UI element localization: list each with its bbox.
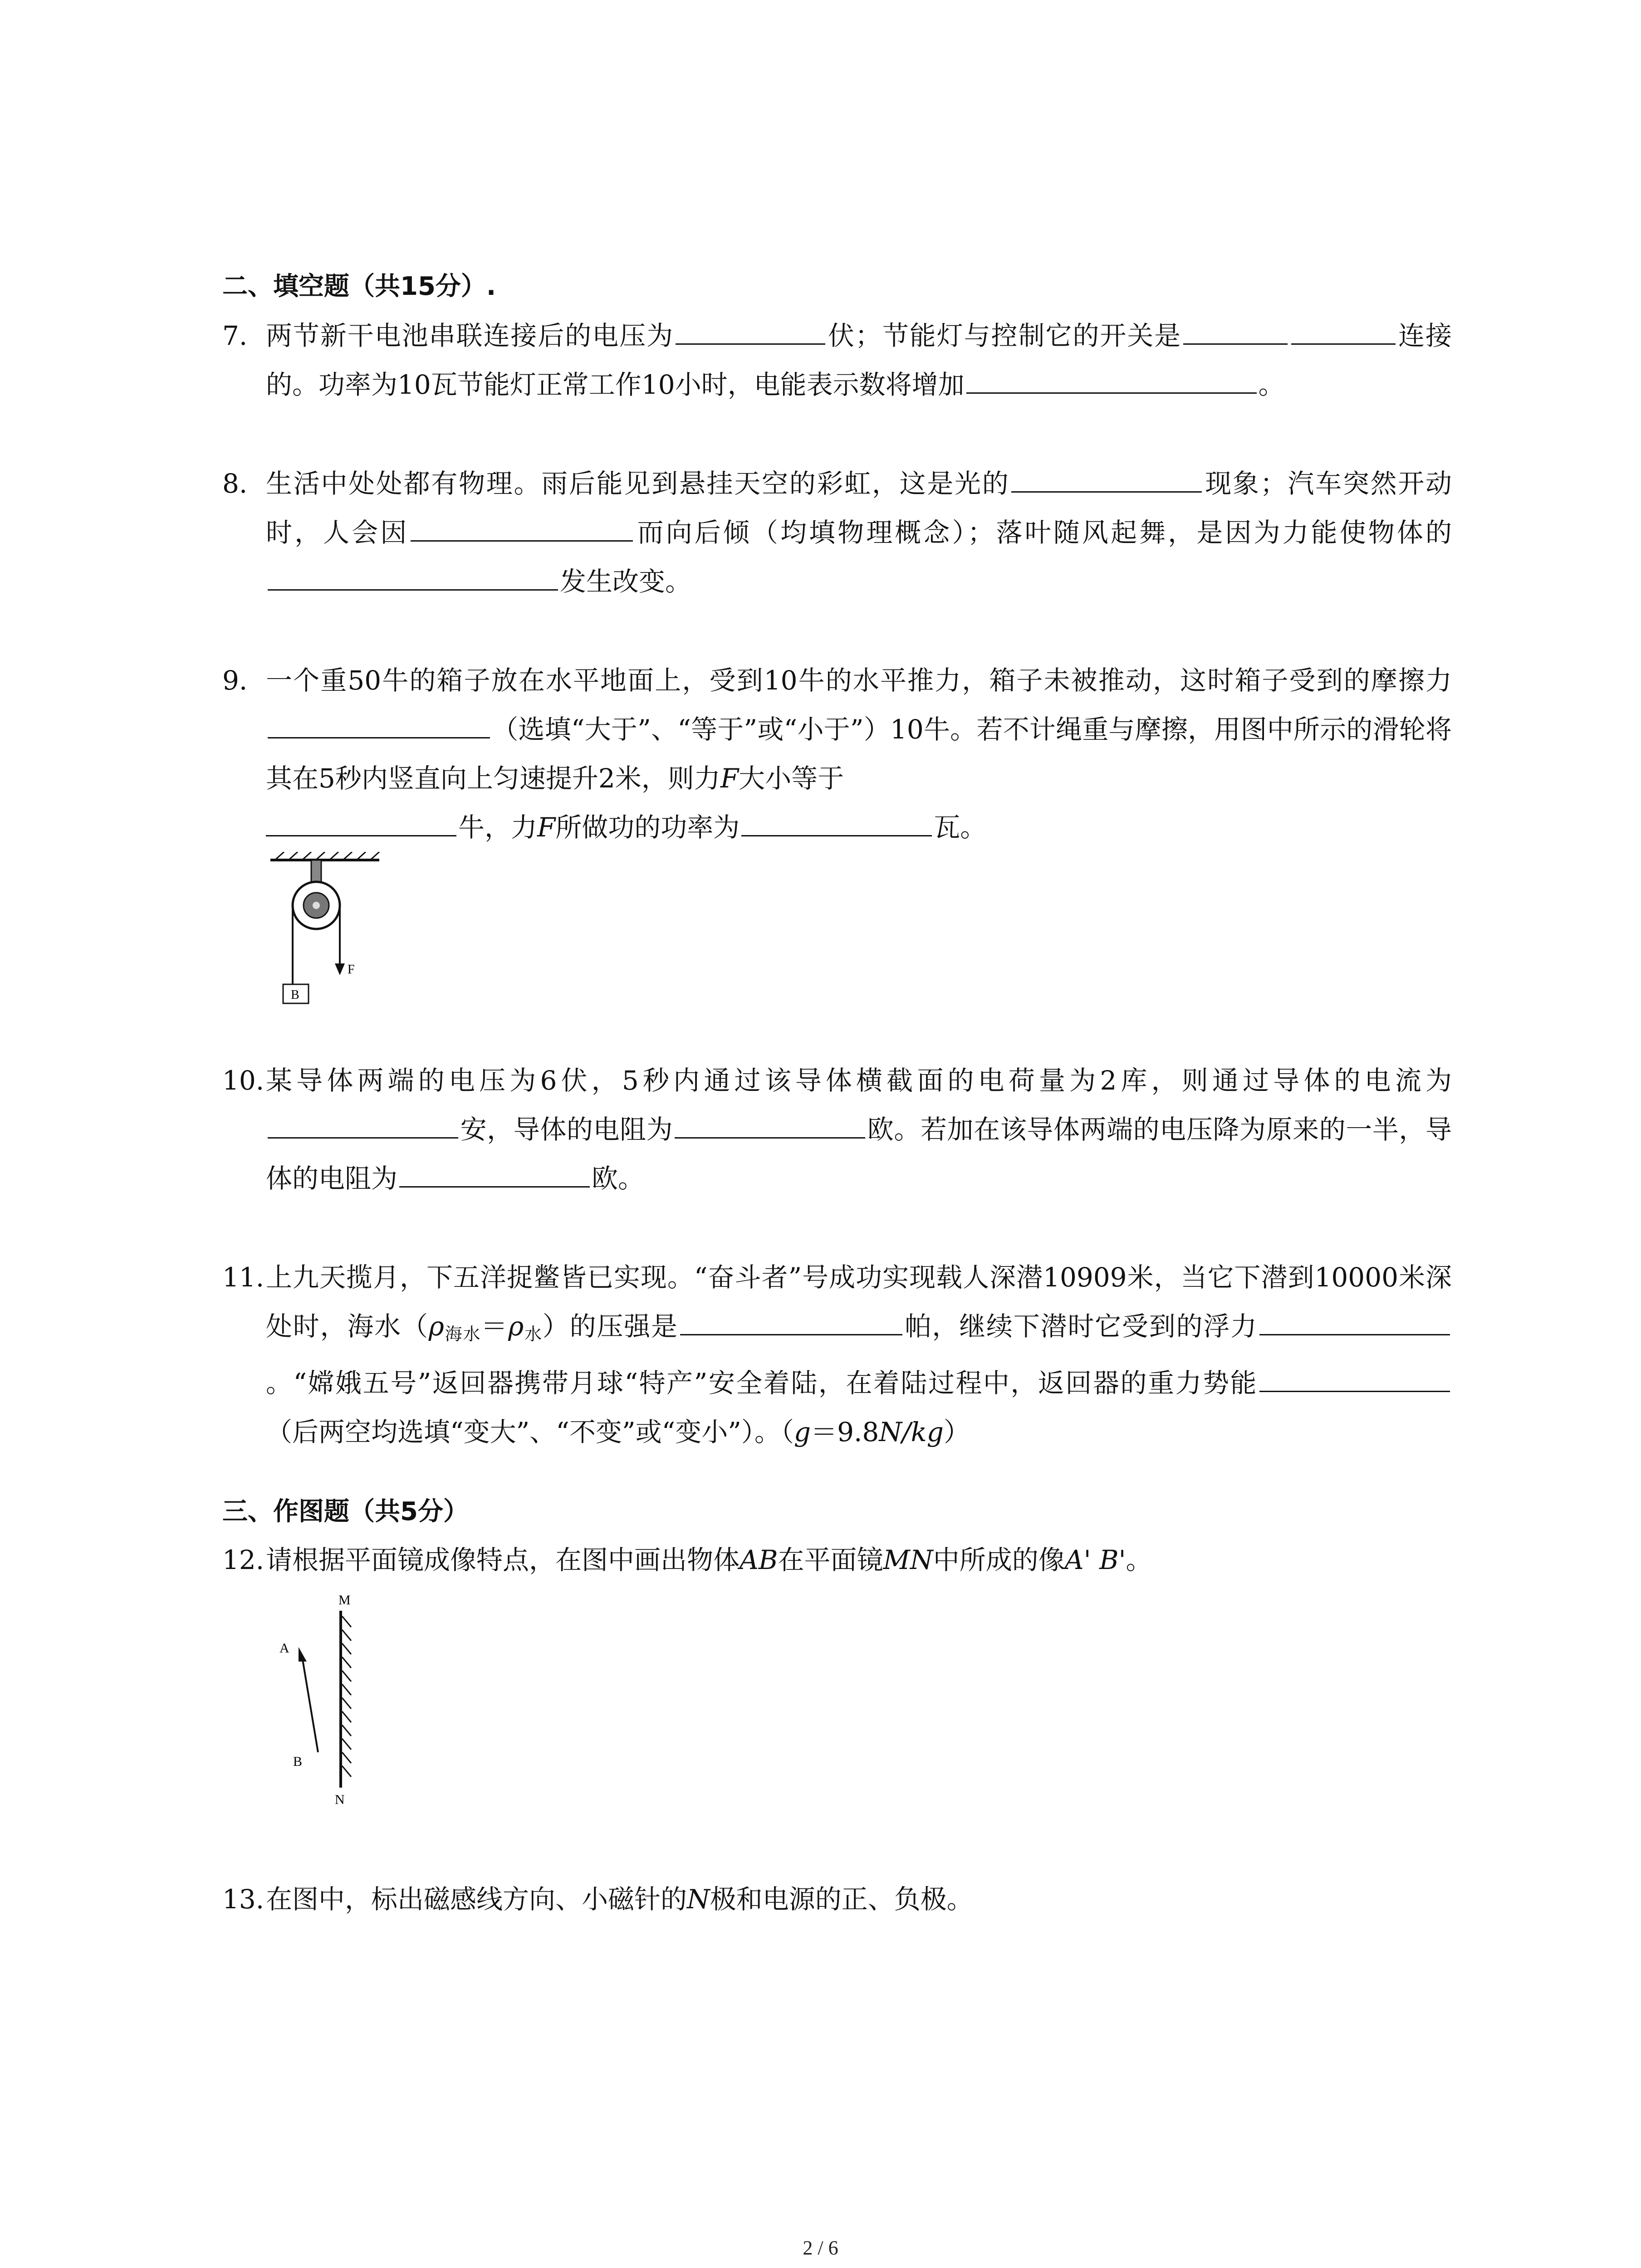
text-segment: ＝9.8 bbox=[811, 1417, 879, 1447]
text-segment: 请根据平面镜成像特点，在图中画出物体 bbox=[266, 1545, 740, 1575]
text-segment: （后两空均选填“变大”、“不变”或“变小”）。（ bbox=[266, 1417, 794, 1447]
answer-blank[interactable] bbox=[1259, 1307, 1450, 1335]
force-variable: F bbox=[537, 812, 556, 843]
question-text bbox=[266, 1056, 1452, 1203]
question-number: 8. bbox=[222, 468, 248, 499]
text-segment: 。 bbox=[1258, 369, 1285, 400]
text-segment: 帕，继续下潜时它受到的浮力 bbox=[904, 1311, 1258, 1342]
mirror-end-label-n: N bbox=[335, 1792, 345, 1807]
question-text bbox=[266, 459, 1452, 606]
text-segment: 某导体两端的电压为6伏，5秒内通过该导体横截面的电荷量为2库，则通过导体的电流为 bbox=[266, 1065, 1452, 1096]
pulley-diagram bbox=[266, 852, 384, 1006]
text-segment: 而向后倾（均填物理概念）；落叶随风起舞，是因为力能使物体的 bbox=[635, 517, 1452, 548]
question-number: 13. bbox=[222, 1884, 265, 1915]
object-label: AB bbox=[740, 1545, 778, 1575]
text-segment: 大小等于 bbox=[739, 763, 844, 794]
box-label: B bbox=[291, 988, 299, 1002]
text-segment: 。 bbox=[1126, 1545, 1152, 1575]
section-title-drawing: 三、作图题（共5分） bbox=[222, 1497, 469, 1526]
text-segment: 在图中，标出磁感线方向、小磁针的 bbox=[266, 1884, 687, 1915]
answer-blank[interactable] bbox=[268, 1110, 458, 1139]
mirror-end-label-m: M bbox=[338, 1593, 351, 1608]
text-segment: 瓦。 bbox=[934, 812, 987, 843]
density-symbol: ρ bbox=[428, 1311, 444, 1342]
text-segment: 在平面镜 bbox=[778, 1545, 883, 1575]
point-a-label: A bbox=[279, 1641, 289, 1656]
answer-blank[interactable] bbox=[675, 1110, 865, 1139]
question-number: 11. bbox=[222, 1262, 265, 1293]
question-number: 10. bbox=[222, 1065, 265, 1096]
text-segment: 。“嫦娥五号”返回器携带月球“特产”安全着陆，在着陆过程中，返回器的重力势能 bbox=[266, 1368, 1258, 1398]
text-segment: 连接的。功率为10瓦节能灯正常工作10小时，电能表示数将增加 bbox=[266, 320, 1452, 400]
unit-text: N/kg bbox=[879, 1417, 944, 1447]
density-symbol: ρ bbox=[508, 1311, 524, 1342]
pole-label: N bbox=[687, 1884, 710, 1915]
answer-blank[interactable] bbox=[411, 513, 633, 542]
page-number: 2 / 6 bbox=[803, 2237, 838, 2259]
question-text bbox=[266, 311, 1452, 409]
question-number: 7. bbox=[222, 320, 248, 351]
answer-blank[interactable] bbox=[1259, 1364, 1450, 1392]
point-b-label: B bbox=[293, 1754, 303, 1769]
text-segment: 一个重50牛的箱子放在水平地面上，受到10牛的水平推力，箱子未被推动，这时箱子受到的摩擦力 bbox=[266, 665, 1452, 696]
density-subscript: 海水 bbox=[444, 1324, 481, 1344]
answer-blank[interactable] bbox=[1183, 316, 1288, 345]
question-number: 9. bbox=[222, 665, 248, 696]
question-text bbox=[266, 1535, 1452, 1807]
text-segment: 中所成的像 bbox=[933, 1545, 1065, 1575]
text-segment: 安，导体的电阻为 bbox=[460, 1114, 673, 1145]
answer-blank[interactable] bbox=[268, 710, 490, 738]
question-text bbox=[266, 1875, 1452, 1924]
text-segment: 极和电源的正、负极。 bbox=[710, 1884, 973, 1915]
image-label: A' B' bbox=[1064, 1545, 1126, 1575]
text-segment: 现象；汽车突然开动时，人会因 bbox=[266, 468, 1452, 548]
equals-sign: ＝ bbox=[481, 1311, 509, 1342]
text-segment: 两节新干电池串联连接后的电压为 bbox=[266, 320, 674, 351]
text-segment: ）的压强是 bbox=[542, 1311, 678, 1342]
force-label: F bbox=[348, 963, 355, 977]
answer-blank[interactable] bbox=[1011, 464, 1202, 493]
question-text bbox=[266, 1253, 1452, 1457]
answer-blank[interactable] bbox=[741, 808, 932, 836]
question-7 bbox=[222, 311, 1452, 409]
text-segment: 上九天揽月，下五洋捉鳖皆已实现。“奋斗者”号成功实现载人深潜10909米，当它下潜到10000米深处时，海水（ bbox=[266, 1262, 1452, 1342]
text-segment: 生活中处处都有物理。雨后能见到悬挂天空的彩虹，这是光的 bbox=[266, 468, 1010, 499]
answer-blank[interactable] bbox=[1291, 316, 1396, 345]
text-segment: 欧。若加在该导体两端的电压降为原来的一半，导体的电阻为 bbox=[266, 1114, 1452, 1194]
text-segment: 所做功的功率为 bbox=[555, 812, 740, 843]
plane-mirror-diagram bbox=[266, 1589, 411, 1807]
force-variable: F bbox=[720, 763, 739, 794]
worksheet-content bbox=[222, 268, 1452, 1924]
text-segment: 发生改变。 bbox=[560, 566, 692, 597]
question-10 bbox=[222, 1056, 1452, 1203]
text-segment: 伏；节能灯与控制它的开关是 bbox=[827, 320, 1182, 351]
text-segment: 牛，力 bbox=[458, 812, 538, 843]
text-segment: ） bbox=[943, 1417, 970, 1447]
text-segment: 欧。 bbox=[592, 1163, 645, 1194]
question-8 bbox=[222, 459, 1452, 606]
question-text bbox=[266, 656, 1452, 1006]
mirror-label: MN bbox=[883, 1545, 933, 1575]
answer-blank[interactable] bbox=[266, 808, 456, 836]
answer-blank[interactable] bbox=[399, 1159, 590, 1188]
density-subscript: 水 bbox=[524, 1324, 543, 1344]
question-11 bbox=[222, 1253, 1452, 1457]
question-number: 12. bbox=[222, 1545, 265, 1575]
question-12 bbox=[222, 1535, 1452, 1807]
answer-blank[interactable] bbox=[268, 562, 558, 591]
section-title-fill-in: 二、填空题（共15分）. bbox=[222, 272, 496, 301]
question-9 bbox=[222, 656, 1452, 1006]
answer-blank[interactable] bbox=[966, 365, 1257, 394]
answer-blank[interactable] bbox=[680, 1307, 902, 1335]
gravity-symbol: g bbox=[794, 1417, 811, 1447]
text-segment: （选填“大于”、“等于”或“小于”）10牛。若不计绳重与摩擦，用图中所示的滑轮将其在5秒内竖直向上匀速提升2米，则力 bbox=[266, 714, 1452, 794]
question-13 bbox=[222, 1875, 1452, 1924]
answer-blank[interactable] bbox=[676, 316, 825, 345]
